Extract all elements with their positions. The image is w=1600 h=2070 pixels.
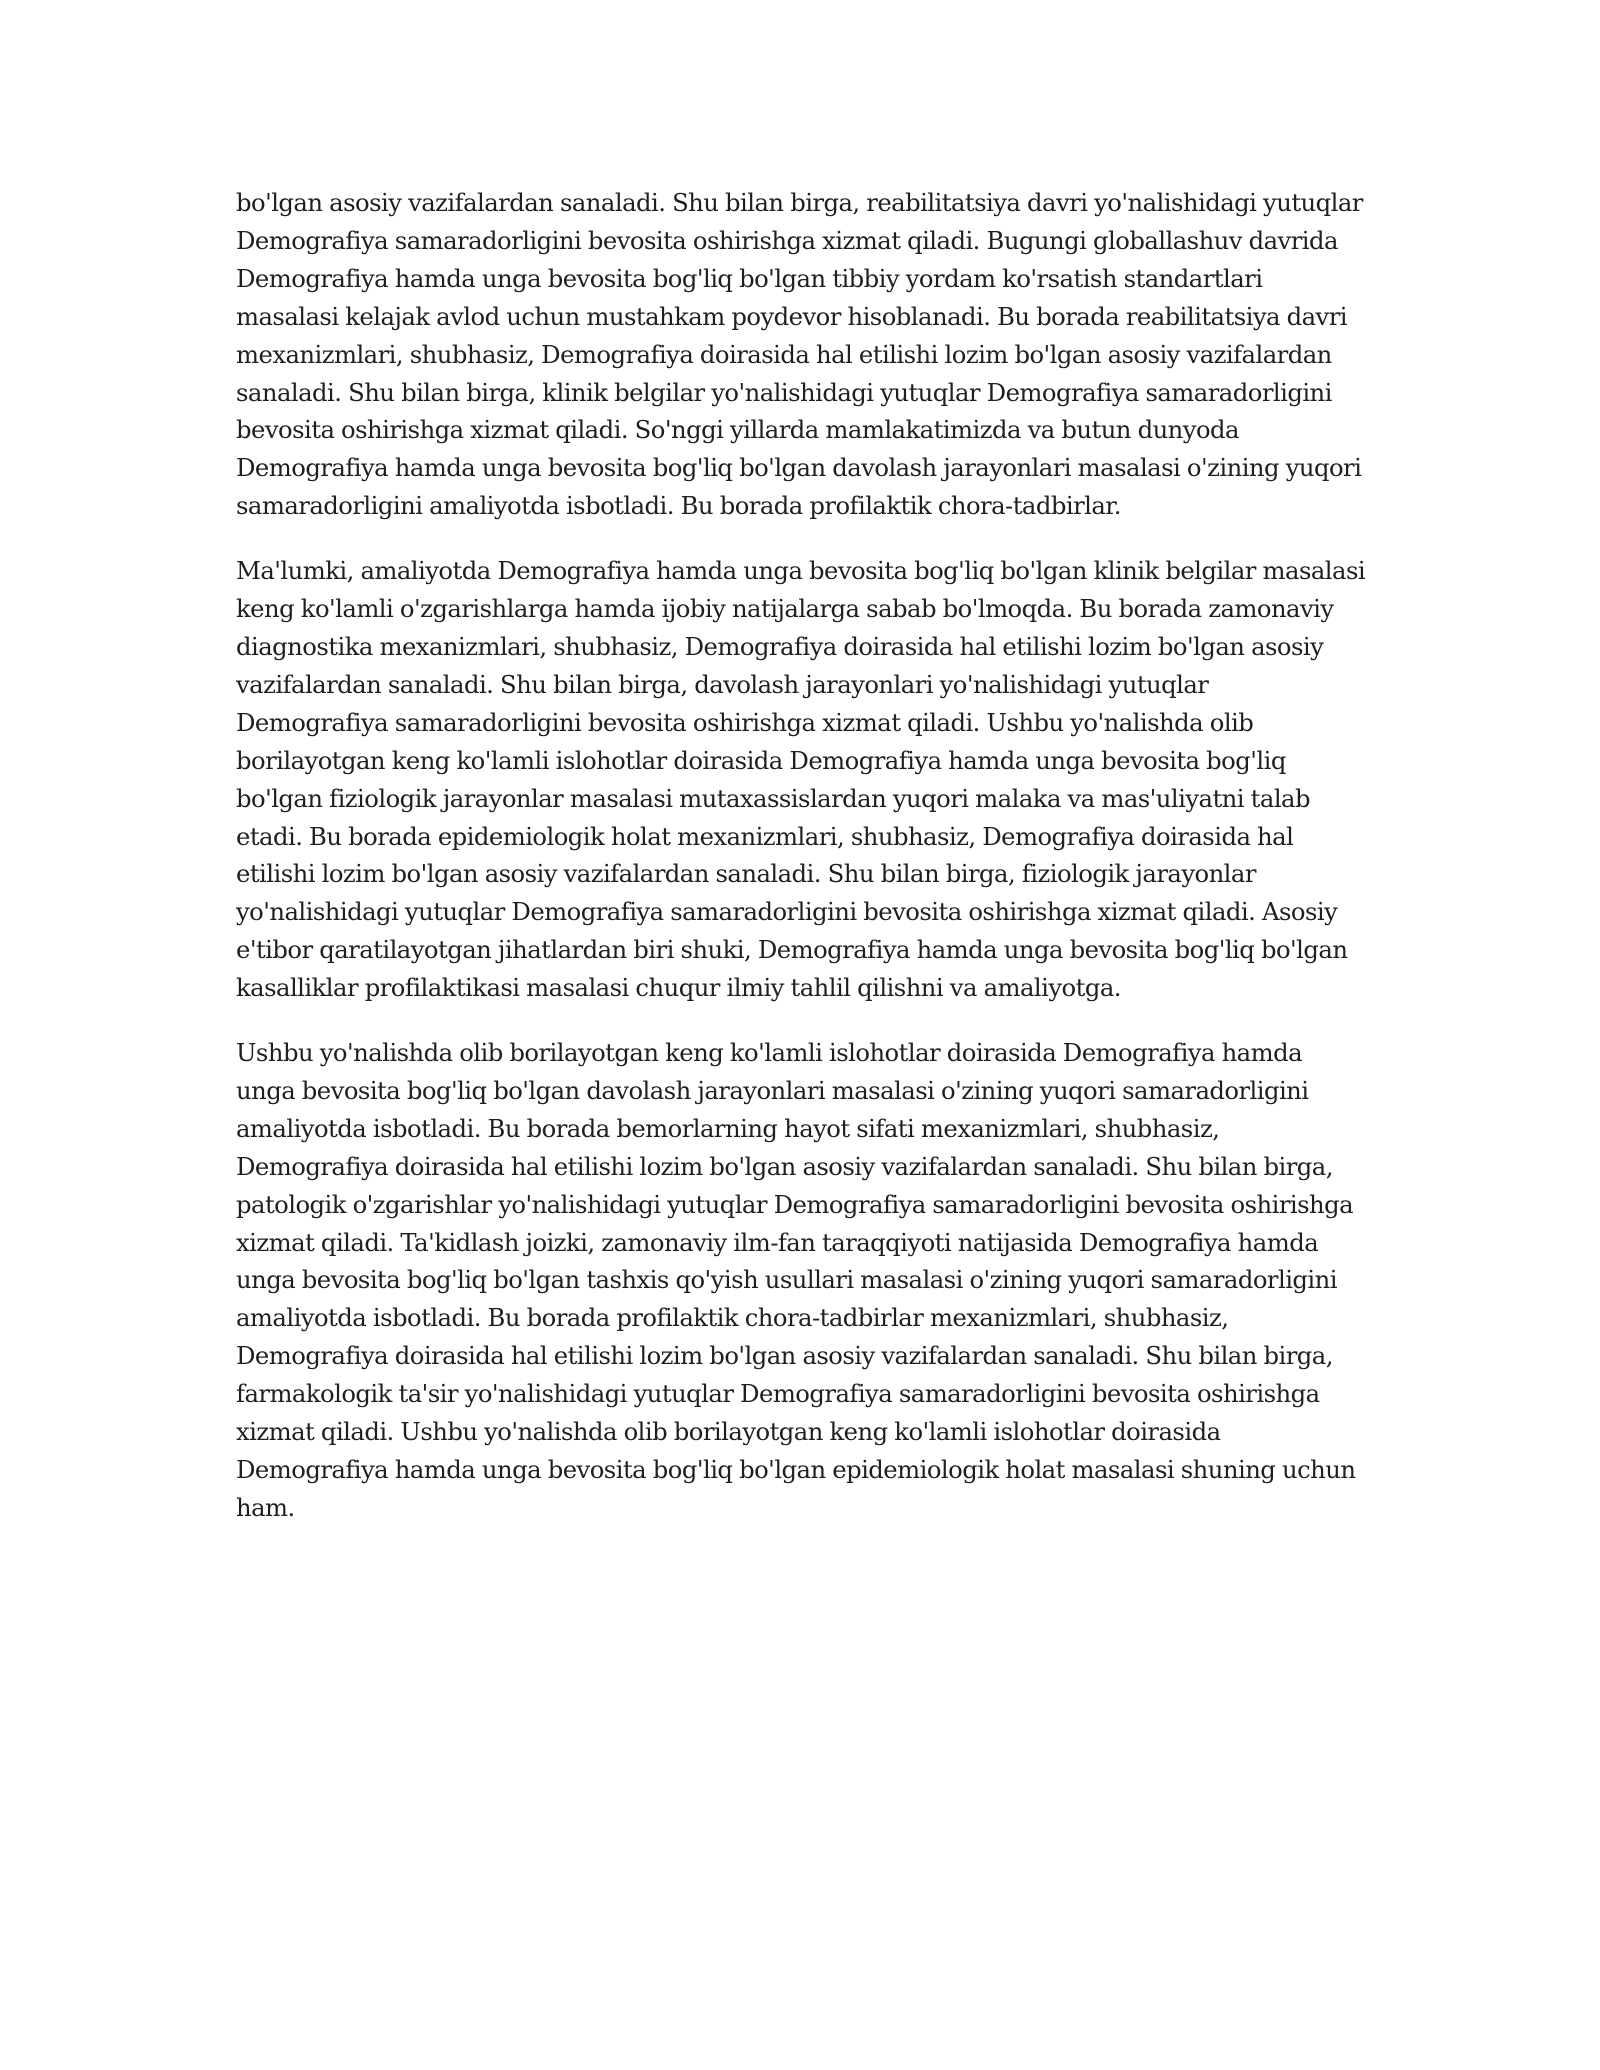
document-body [236,184,1366,1527]
paragraph-1: bo'lgan asosiy vazifalardan sanaladi. Shu bilan birga, reabilitatsiya davri yo'nalishidagi yutuqlar Demografiya samaradorligini bevosita oshirishga xizmat qiladi. Bugungi globallashuv davrida Demografiya hamda unga bevosita bog'liq bo'lgan tibbiy yordam ko'rsatish standartlari masalasi kelajak avlod uchun mustahkam poydevor hisoblanadi. Bu borada reabilitatsiya davri mexanizmlari, shubhasiz, Demografiya doirasida hal etilishi lozim bo'lgan asosiy vazifalardan sanaladi. Shu bilan birga, klinik belgilar yo'nalishidagi yutuqlar Demografiya samaradorligini bevosita oshirishga xizmat qiladi. So'nggi yillarda mamlakatimizda va butun dunyoda Demografiya hamda unga bevosita bog'liq bo'lgan davolash jarayonlari masalasi o'zining yuqori samaradorligini amaliyotda isbotladi. Bu borada profilaktik chora-tadbirlar. [236,188,1363,521]
paragraph-2: Ma'lumki, amaliyotda Demografiya hamda unga bevosita bog'liq bo'lgan klinik belgilar masalasi keng ko'lamli o'zgarishlarga hamda ijobiy natijalarga sabab bo'lmoqda. Bu borada zamonaviy diagnostika mexanizmlari, shubhasiz, Demografiya doirasida hal etilishi lozim bo'lgan asosiy vazifalardan sanaladi. Shu bilan birga, davolash jarayonlari yo'nalishidagi yutuqlar Demografiya samaradorligini bevosita oshirishga xizmat qiladi. Ushbu yo'nalishda olib borilayotgan keng ko'lamli islohotlar doirasida Demografiya hamda unga bevosita bog'liq bo'lgan fiziologik jarayonlar masalasi mutaxassislardan yuqori malaka va mas'uliyatni talab etadi. Bu borada epidemiologik holat mexanizmlari, shubhasiz, Demografiya doirasida hal etilishi lozim bo'lgan asosiy vazifalardan sanaladi. Shu bilan birga, fiziologik jarayonlar yo'nalishidagi yutuqlar Demografiya samaradorligini bevosita oshirishga xizmat qiladi. Asosiy e'tibor qaratilayotgan jihatlardan biri shuki, Demografiya hamda unga bevosita bog'liq bo'lgan kasalliklar profilaktikasi masalasi chuqur ilmiy tahlil qilishni va amaliyotga. [236,556,1366,1003]
paragraph-3: Ushbu yo'nalishda olib borilayotgan keng ko'lamli islohotlar doirasida Demografiya hamda unga bevosita bog'liq bo'lgan davolash jarayonlari masalasi o'zining yuqori samaradorligini amaliyotda isbotladi. Bu borada bemorlarning hayot sifati mexanizmlari, shubhasiz, Demografiya doirasida hal etilishi lozim bo'lgan asosiy vazifalardan sanaladi. Shu bilan birga, patologik o'zgarishlar yo'nalishidagi yutuqlar Demografiya samaradorligini bevosita oshirishga xizmat qiladi. Ta'kidlash joizki, zamonaviy ilm-fan taraqqiyoti natijasida Demografiya hamda unga bevosita bog'liq bo'lgan tashxis qo'yish usullari masalasi o'zining yuqori samaradorligini amaliyotda isbotladi. Bu borada profilaktik chora-tadbirlar mexanizmlari, shubhasiz, Demografiya doirasida hal etilishi lozim bo'lgan asosiy vazifalardan sanaladi. Shu bilan birga, farmakologik ta'sir yo'nalishidagi yutuqlar Demografiya samaradorligini bevosita oshirishga xizmat qiladi. Ushbu yo'nalishda olib borilayotgan keng ko'lamli islohotlar doirasida Demografiya hamda unga bevosita bog'liq bo'lgan epidemiologik holat masalasi shuning uchun ham. [236,1038,1356,1522]
